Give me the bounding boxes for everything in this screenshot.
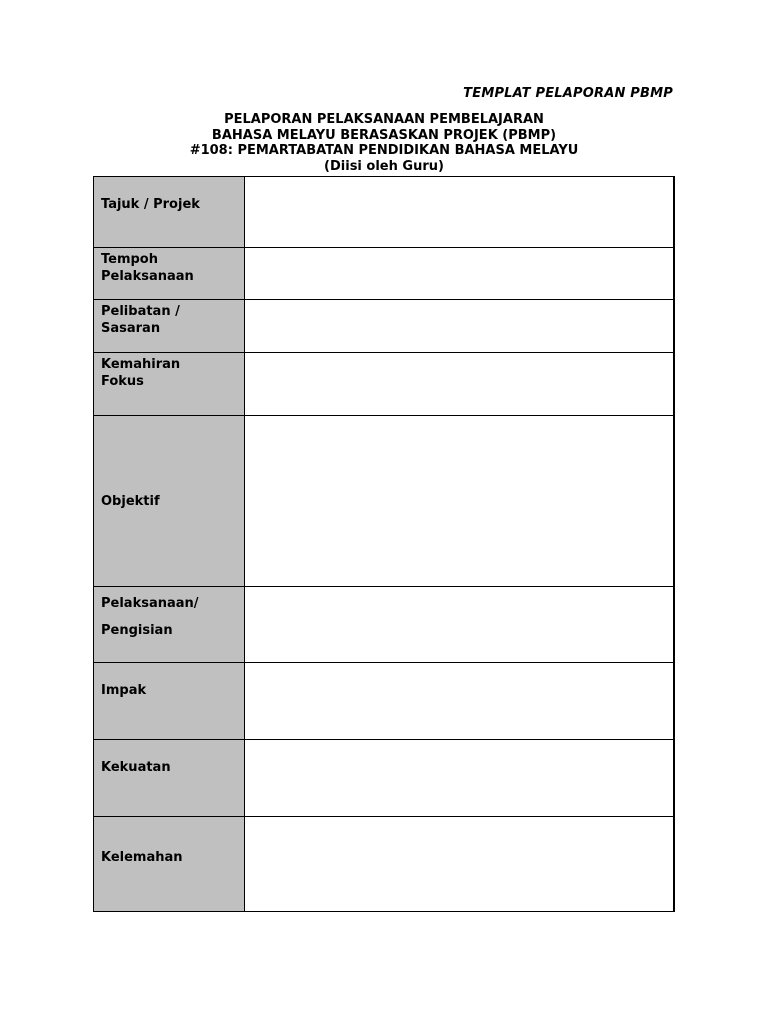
label-line: Pengisian xyxy=(101,623,173,638)
label-line: Impak xyxy=(101,683,147,698)
label-line: Kekuatan xyxy=(101,760,171,775)
label-pelaksanaan-pengisian xyxy=(94,587,245,663)
field-kemahiran-fokus[interactable] xyxy=(245,353,674,416)
field-tempoh-pelaksanaan[interactable] xyxy=(245,248,674,300)
label-line: Tajuk / Projek xyxy=(101,197,200,212)
template-label: TEMPLAT PELAPORAN PBMP xyxy=(463,86,673,101)
row-tempoh-pelaksanaan xyxy=(94,248,674,300)
field-objektif[interactable] xyxy=(245,416,674,587)
label-line: Pelaksanaan xyxy=(101,269,194,284)
row-kemahiran-fokus xyxy=(94,353,674,416)
label-line: Objektif xyxy=(101,493,160,509)
label-kelemahan xyxy=(94,817,245,912)
label-kemahiran-fokus xyxy=(94,353,245,416)
title-line-3: #108: PEMARTABATAN PENDIDIKAN BAHASA MELAYU xyxy=(189,143,579,158)
field-impak[interactable] xyxy=(245,663,674,740)
label-line: Pelibatan / xyxy=(101,304,180,319)
row-kekuatan xyxy=(94,740,674,817)
report-form-table xyxy=(93,176,674,912)
title-line-2: BAHASA MELAYU BERASASKAN PROJEK (PBMP) xyxy=(211,127,557,143)
title-line-4: (Diisi oleh Guru) xyxy=(324,158,444,174)
label-impak xyxy=(94,663,245,740)
label-objektif xyxy=(94,416,245,587)
field-tajuk-projek[interactable] xyxy=(245,177,674,248)
title-line-1: PELAPORAN PELAKSANAAN PEMBELAJARAN xyxy=(224,112,544,127)
row-pelibatan-sasaran xyxy=(94,300,674,353)
row-objektif xyxy=(94,416,674,587)
label-line: Sasaran xyxy=(101,321,161,336)
row-impak xyxy=(94,663,674,740)
label-line: Tempoh xyxy=(101,252,158,267)
row-kelemahan xyxy=(94,817,674,912)
label-line: Pelaksanaan/ xyxy=(101,596,199,611)
label-line: Kelemahan xyxy=(101,850,183,865)
row-pelaksanaan-pengisian xyxy=(94,587,674,663)
field-kekuatan[interactable] xyxy=(245,740,674,817)
field-pelibatan-sasaran[interactable] xyxy=(245,300,674,353)
label-tajuk-projek xyxy=(94,177,245,248)
field-kelemahan[interactable] xyxy=(245,817,674,912)
label-pelibatan-sasaran xyxy=(94,300,245,353)
field-pelaksanaan-pengisian[interactable] xyxy=(245,587,674,663)
row-tajuk-projek xyxy=(94,177,674,248)
label-line: Kemahiran xyxy=(101,357,181,372)
label-kekuatan xyxy=(94,740,245,817)
label-line: Fokus xyxy=(101,374,144,389)
document-title xyxy=(0,112,768,174)
label-tempoh-pelaksanaan xyxy=(94,248,245,300)
